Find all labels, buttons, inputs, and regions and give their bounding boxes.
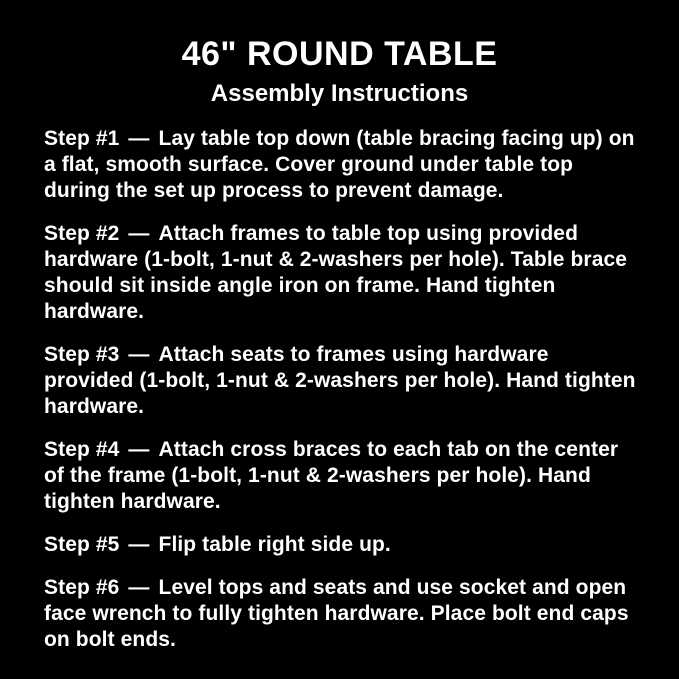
- step-5: [44, 532, 639, 558]
- step-6-separator: —: [128, 576, 150, 599]
- step-4-separator: —: [128, 438, 150, 461]
- step-1-text: Lay table top down (table bracing facing up) on a flat, smooth surface. Cover ground under table top during the set up process to prevent damage.: [44, 127, 635, 202]
- step-3-separator: —: [128, 343, 150, 366]
- step-3-label: Step #3: [44, 343, 120, 366]
- step-1-separator: —: [128, 127, 150, 150]
- step-5-text: Flip table right side up.: [158, 533, 391, 556]
- step-6: [44, 575, 639, 653]
- step-3-text: Attach seats to frames using hardware provided (1-bolt, 1-nut & 2-washers per hole). Hand tighten hardware.: [44, 343, 636, 418]
- step-1: [44, 126, 639, 204]
- step-2-separator: —: [128, 222, 150, 245]
- step-6-label: Step #6: [44, 576, 120, 599]
- step-5-label: Step #5: [44, 533, 120, 556]
- step-6-text: Level tops and seats and use socket and open face wrench to fully tighten hardware. Place bolt end caps on bolt ends.: [44, 576, 629, 651]
- step-1-label: Step #1: [44, 127, 120, 150]
- step-2-text: Attach frames to table top using provided hardware (1-bolt, 1-nut & 2-washers per hole). Table brace should sit inside angle iron on frame. Hand tighten hardware.: [44, 222, 628, 323]
- page-subtitle: Assembly Instructions: [210, 80, 469, 107]
- step-2: [44, 221, 639, 325]
- header: [0, 0, 679, 108]
- steps-list: [0, 108, 679, 653]
- step-3: [44, 342, 639, 420]
- step-4-label: Step #4: [44, 438, 120, 461]
- step-4-text: Attach cross braces to each tab on the center of the frame (1-bolt, 1-nut & 2-washers per hole). Hand tighten hardware.: [44, 438, 619, 513]
- page-title: 46" ROUND TABLE: [181, 35, 498, 73]
- step-4: [44, 437, 639, 515]
- step-2-label: Step #2: [44, 222, 120, 245]
- step-5-separator: —: [128, 533, 150, 556]
